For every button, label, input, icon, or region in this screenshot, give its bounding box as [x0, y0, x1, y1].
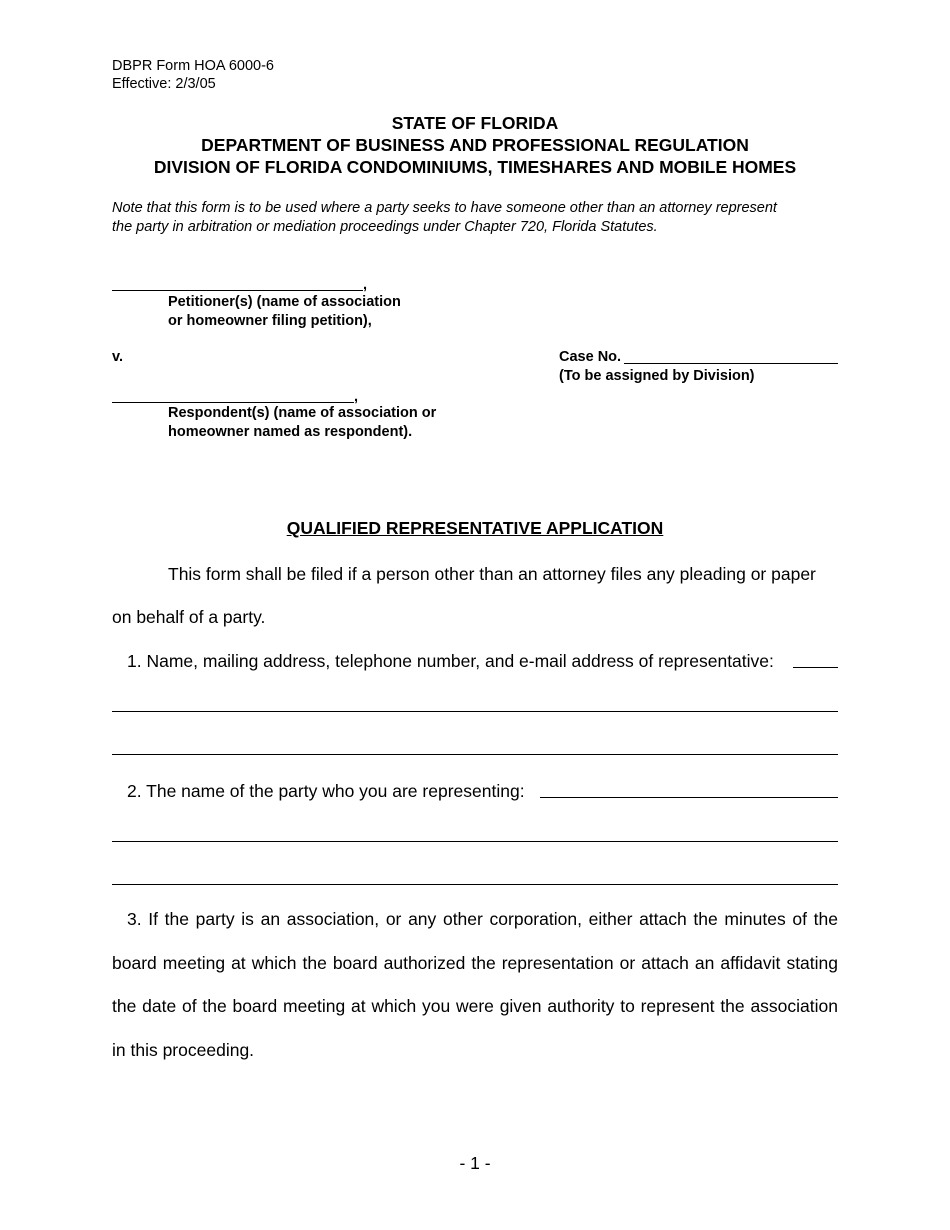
representative-info-field-2[interactable]	[112, 711, 838, 712]
note-line-2: the party in arbitration or mediation proceedings under Chapter 720, Florida Statutes.	[112, 219, 658, 235]
case-no-field[interactable]	[624, 363, 838, 364]
respondent-label-2: homeowner named as respondent).	[168, 424, 413, 440]
case-no-label: Case No.	[559, 349, 622, 365]
party-name-field-3[interactable]	[112, 884, 838, 885]
representative-info-field-1[interactable]	[793, 667, 838, 668]
respondent-label-1: Respondent(s) (name of association or	[168, 405, 437, 421]
header-division: DIVISION OF FLORIDA CONDOMINIUMS, TIMESHARES AND MOBILE HOMES	[153, 157, 797, 177]
respondent-comma: ,	[354, 389, 359, 405]
application-title: QUALIFIED REPRESENTATIVE APPLICATION	[286, 518, 664, 538]
intro-line-1: This form shall be filed if a person other than an attorney files any pleading or paper	[168, 564, 816, 584]
respondent-name-field[interactable]	[112, 402, 354, 403]
petitioner-name-field[interactable]	[112, 290, 363, 291]
party-name-field-1[interactable]	[540, 797, 838, 798]
form-effective-date: Effective: 2/3/05	[112, 76, 216, 92]
case-no-note: (To be assigned by Division)	[559, 368, 755, 384]
item-3-text: 3. If the party is an association, or any other corporation, either attach the minutes of the board meeting at which the board authorized the representation or attach an affidavit stating the date of the board meeting at which you were given authority to represent the association in this proceeding.	[112, 909, 838, 1060]
header-state: STATE OF FLORIDA	[391, 113, 559, 133]
versus-label: v.	[112, 349, 124, 365]
form-number: DBPR Form HOA 6000-6	[112, 58, 274, 74]
petitioner-label-1: Petitioner(s) (name of association	[168, 294, 401, 310]
representative-info-field-3[interactable]	[112, 754, 838, 755]
note-line-1: Note that this form is to be used where a party seeks to have someone other than an attorney represent	[112, 200, 777, 216]
petitioner-comma: ,	[363, 277, 368, 293]
item-2-text: 2. The name of the party who you are representing:	[127, 781, 525, 801]
page-number: - 1 -	[459, 1153, 491, 1173]
intro-line-2: on behalf of a party.	[112, 607, 266, 627]
party-name-field-2[interactable]	[112, 841, 838, 842]
item-1-text: 1. Name, mailing address, telephone number, and e-mail address of representative:	[127, 651, 774, 671]
petitioner-label-2: or homeowner filing petition),	[168, 313, 372, 329]
header-department: DEPARTMENT OF BUSINESS AND PROFESSIONAL REGULATION	[201, 135, 749, 155]
